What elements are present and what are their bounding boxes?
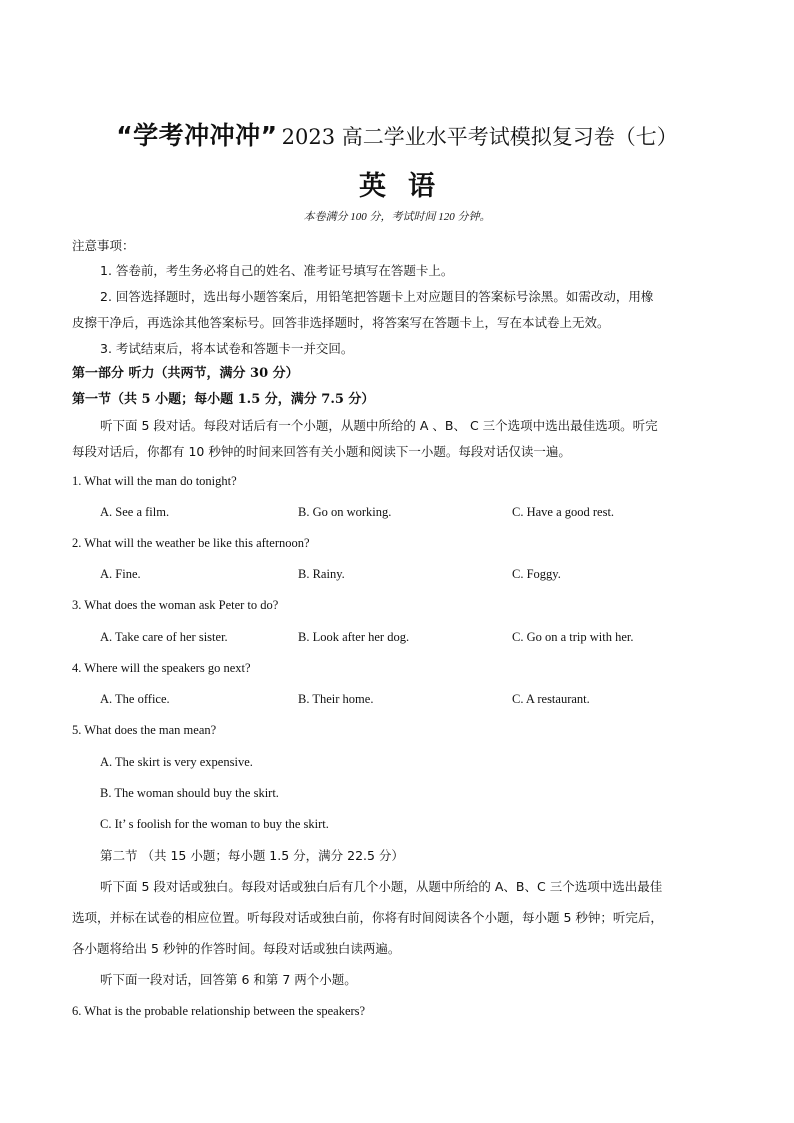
section1-title: 第一节（共 5 小题；每小题 1.5 分，满分 7.5 分）: [72, 392, 375, 407]
brand-slogan: “学考冲冲冲”: [116, 121, 278, 150]
option-b: B. Go on working.: [298, 505, 392, 519]
option-c: C. A restaurant.: [512, 692, 590, 706]
option-b: B. Look after her dog.: [298, 630, 410, 644]
option-a: A. The skirt is very expensive.: [100, 755, 253, 769]
question-stem: 6. What is the probable relationship between the speakers?: [72, 1004, 366, 1018]
exam-title-line: [0, 116, 794, 152]
section1-instructions: 每段对话后，你都有 10 秒钟的时间来回答有关小题和阅读下一小题。每段对话仅读一遍。: [72, 444, 571, 459]
option-c: C. Foggy.: [512, 567, 561, 581]
option-a: A. The office.: [100, 692, 170, 706]
option-a: A. See a film.: [100, 505, 170, 519]
option-c: C. Have a good rest.: [512, 505, 615, 519]
option-a: A. Take care of her sister.: [100, 630, 228, 644]
notice-label: 注意事项：: [72, 238, 135, 253]
question-stem: 2. What will the weather be like this afternoon?: [72, 536, 310, 550]
option-b: B. Rainy.: [298, 567, 345, 581]
part1-title: 第一部分 听力（共两节，满分 30 分）: [72, 366, 299, 381]
notice-item: 1. 答卷前，考生务必将自己的姓名、准考证号填写在答题卡上。: [100, 263, 454, 278]
option-c: C. Go on a trip with her.: [512, 630, 634, 644]
section1-instructions: 听下面 5 段对话。每段对话后有一个小题，从题中所给的 A 、B、 C 三个选项中选出最佳选项。听完: [100, 418, 658, 433]
option-b: B. Their home.: [298, 692, 374, 706]
notice-item: 3. 考试结束后，将本试卷和答题卡一并交回。: [100, 341, 354, 356]
section2-instructions: 听下面 5 段对话或独白。每段对话或独白后有几个小题，从题中所给的 A、B、C 三个选项中选出最佳: [100, 879, 663, 894]
section2-instructions: 各小题将给出 5 秒钟的作答时间。每段对话或独白读两遍。: [72, 941, 401, 956]
question-stem: 3. What does the woman ask Peter to do?: [72, 598, 279, 612]
question-stem: 4. Where will the speakers go next?: [72, 661, 251, 675]
option-c: C. It’ s foolish for the woman to buy the skirt.: [100, 817, 329, 831]
subject-title: 英语: [359, 171, 457, 202]
question-stem: 1. What will the man do tonight?: [72, 474, 237, 488]
exam-title: 2023 高二学业水平考试模拟复习卷（七）: [281, 125, 678, 149]
option-a: A. Fine.: [100, 567, 141, 581]
section2-title: 第二节 （共 15 小题；每小题 1.5 分，满分 22.5 分）: [100, 848, 404, 863]
option-b: B. The woman should buy the skirt.: [100, 786, 279, 800]
notice-item: 2. 回答选择题时，选出每小题答案后，用铅笔把答题卡上对应题目的答案标号涂黑。如需改动，用橡: [100, 289, 654, 304]
exam-meta: 本卷满分 100 分，考试时间 120 分钟。: [303, 211, 491, 223]
notice-item: 皮擦干净后，再选涂其他答案标号。回答非选择题时，将答案写在答题卡上，写在本试卷上无效。: [72, 315, 610, 330]
question-stem: 5. What does the man mean?: [72, 723, 217, 737]
dialogue-intro: 听下面一段对话，回答第 6 和第 7 两个小题。: [100, 972, 357, 987]
section2-instructions: 选项，并标在试卷的相应位置。听每段对话或独白前，你将有时间阅读各个小题，每小题 5 秒钟；听完后，: [72, 910, 663, 925]
